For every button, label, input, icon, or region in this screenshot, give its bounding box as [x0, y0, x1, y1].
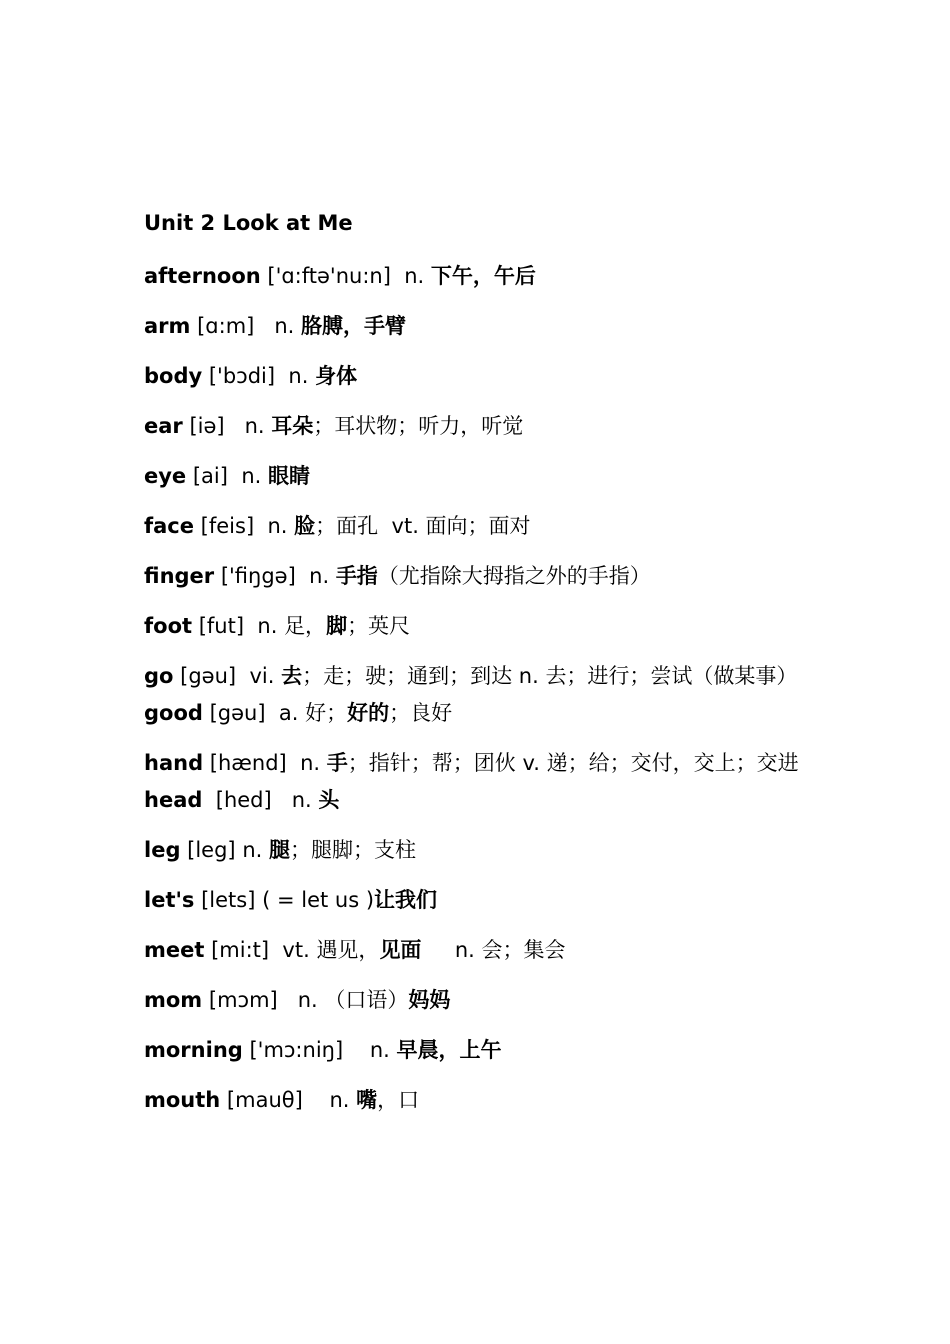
vocab-part-of-speech: n.	[288, 364, 316, 388]
vocab-meaning-key: 胳膊，手臂	[301, 314, 407, 338]
vocab-phonetic: [ɑ:m]	[190, 314, 275, 338]
vocab-word: foot	[144, 614, 193, 638]
vocab-part-of-speech: n.	[309, 564, 336, 588]
vocab-phonetic: [mɔm]	[202, 988, 298, 1012]
vocab-word: mom	[144, 988, 203, 1012]
vocab-meaning-key: 让我们	[374, 888, 438, 912]
vocab-meaning-key: 脚	[326, 614, 348, 638]
vocab-phonetic: [hænd]	[203, 751, 301, 775]
vocab-part-of-speech: n.	[300, 751, 327, 775]
vocab-part-of-speech: n.	[244, 414, 272, 438]
vocab-entry	[144, 1032, 812, 1068]
vocab-part-of-speech: ( = let us )	[262, 888, 375, 912]
vocab-meaning-key: 眼睛	[267, 464, 310, 488]
vocab-word: finger	[144, 564, 215, 588]
vocab-meaning-key: 下午，午后	[430, 264, 536, 288]
vocab-entry	[144, 1082, 812, 1118]
vocab-word: eye	[144, 464, 187, 488]
vocab-part-of-speech: n.	[369, 1038, 397, 1062]
vocab-phonetic: ['bɔdi]	[202, 364, 289, 388]
vocab-meaning-extra: ；耳状物；听力，听觉	[313, 414, 524, 438]
vocab-entry	[144, 745, 812, 781]
vocab-word: good	[144, 701, 203, 725]
vocab-entry	[144, 408, 812, 444]
vocab-meaning-key: 脸	[294, 514, 316, 538]
vocab-word: let's	[144, 888, 195, 912]
vocab-meaning-extra: ；腿脚；支柱	[289, 838, 416, 862]
vocab-part-of-speech: n.	[454, 938, 482, 962]
vocab-part-of-speech: n.	[518, 664, 546, 688]
vocab-phonetic: [leg]	[180, 838, 243, 862]
vocab-word: head	[144, 788, 203, 812]
vocab-meaning-key: 腿	[268, 838, 290, 862]
vocab-word: meet	[144, 938, 205, 962]
vocab-entry	[144, 508, 812, 544]
vocab-part-of-speech: vt.	[282, 938, 317, 962]
vocab-meaning-extra: 会；集会	[481, 938, 566, 962]
vocab-phonetic: ['mɔ:niŋ]	[242, 1038, 370, 1062]
vocab-part-of-speech: vi.	[249, 664, 282, 688]
unit-title: Unit 2 Look at Me	[144, 211, 353, 235]
vocab-meaning-extra: 好；	[305, 701, 348, 725]
vocab-part-of-speech: vt.	[391, 514, 426, 538]
vocab-phonetic: [gəu]	[202, 701, 279, 725]
vocab-word: body	[144, 364, 203, 388]
vocab-entry	[144, 358, 812, 394]
vocab-part-of-speech: n.	[297, 988, 325, 1012]
vocab-phonetic: ['ɑ:ftə'nu:n]	[260, 264, 405, 288]
vocab-entry	[144, 658, 812, 694]
vocab-meaning-extra: ；走；驶；通到；到达	[302, 664, 519, 688]
vocab-meaning-extra: ；英尺	[347, 614, 411, 638]
vocab-entry	[144, 782, 812, 818]
document-page	[144, 208, 812, 1132]
vocab-phonetic: ['fiŋgə]	[214, 564, 310, 588]
vocab-meaning-extra: ，口	[377, 1088, 420, 1112]
vocab-entry	[144, 608, 812, 644]
vocab-entry	[144, 308, 812, 344]
vocab-part-of-speech: n.	[274, 314, 302, 338]
vocab-entry	[144, 932, 812, 968]
vocab-word: hand	[144, 751, 204, 775]
vocab-phonetic: [lets]	[194, 888, 263, 912]
vocab-meaning-extra	[421, 938, 454, 962]
vocab-part-of-speech: a.	[278, 701, 306, 725]
vocab-meaning-key: 去	[281, 664, 303, 688]
vocabulary-list	[144, 258, 812, 1118]
vocab-entry	[144, 832, 812, 868]
vocab-part-of-speech: n.	[404, 264, 431, 288]
vocab-meaning-key: 嘴	[356, 1088, 378, 1112]
vocab-meaning-extra: （口语）	[324, 988, 409, 1012]
vocab-phonetic: [ai]	[186, 464, 242, 488]
vocab-entry	[144, 695, 812, 731]
vocab-entry	[144, 558, 812, 594]
vocab-word: afternoon	[144, 264, 261, 288]
vocab-part-of-speech: n.	[257, 614, 285, 638]
vocab-word: ear	[144, 414, 183, 438]
vocab-meaning-key: 好的	[347, 701, 390, 725]
vocab-entry	[144, 258, 812, 294]
vocab-meaning-extra: 去；进行；尝试（做某事）	[545, 664, 798, 688]
vocab-meaning-key: 手	[326, 751, 348, 775]
vocab-phonetic: [iə]	[182, 414, 245, 438]
vocab-meaning-extra: 递；给；交付，交上；交进	[546, 751, 799, 775]
vocab-part-of-speech: n.	[291, 788, 319, 812]
vocab-meaning-key: 早晨，上午	[396, 1038, 502, 1062]
vocab-meaning-extra: ；指针；帮；团伙	[347, 751, 523, 775]
vocab-phonetic: [gəu]	[173, 664, 250, 688]
vocab-phonetic: [mi:t]	[204, 938, 283, 962]
vocab-meaning-extra: （尤指除大拇指之外的手指）	[377, 564, 651, 588]
vocab-word: mouth	[144, 1088, 221, 1112]
vocab-meaning-key: 妈妈	[408, 988, 451, 1012]
vocab-word: leg	[144, 838, 181, 862]
vocab-phonetic: [mauθ]	[220, 1088, 330, 1112]
vocab-entry	[144, 458, 812, 494]
vocab-part-of-speech: n.	[241, 464, 268, 488]
vocab-phonetic: [feis]	[194, 514, 268, 538]
vocab-meaning-key: 见面	[379, 938, 422, 962]
vocab-meaning-extra: 面向；面对	[425, 514, 531, 538]
vocab-word: morning	[144, 1038, 243, 1062]
vocab-entry	[144, 882, 812, 918]
vocab-meaning-extra: 足，	[284, 614, 327, 638]
vocab-part-of-speech: n.	[267, 514, 295, 538]
vocab-phonetic: [fut]	[192, 614, 258, 638]
vocab-meaning-extra: 遇见，	[316, 938, 380, 962]
vocab-entry	[144, 982, 812, 1018]
vocab-phonetic: [hed]	[202, 788, 292, 812]
vocab-meaning-key: 身体	[315, 364, 358, 388]
vocab-meaning-key: 手指	[335, 564, 378, 588]
vocab-word: go	[144, 664, 174, 688]
vocab-meaning-key: 耳朵	[271, 414, 314, 438]
vocab-part-of-speech: n.	[242, 838, 269, 862]
vocab-part-of-speech: n.	[329, 1088, 357, 1112]
vocab-meaning-extra: ；面孔	[315, 514, 392, 538]
vocab-meaning-extra: ；良好	[389, 701, 453, 725]
vocab-word: arm	[144, 314, 191, 338]
vocab-part-of-speech: v.	[522, 751, 547, 775]
vocab-word: face	[144, 514, 194, 538]
vocab-meaning-key: 头	[318, 788, 340, 812]
